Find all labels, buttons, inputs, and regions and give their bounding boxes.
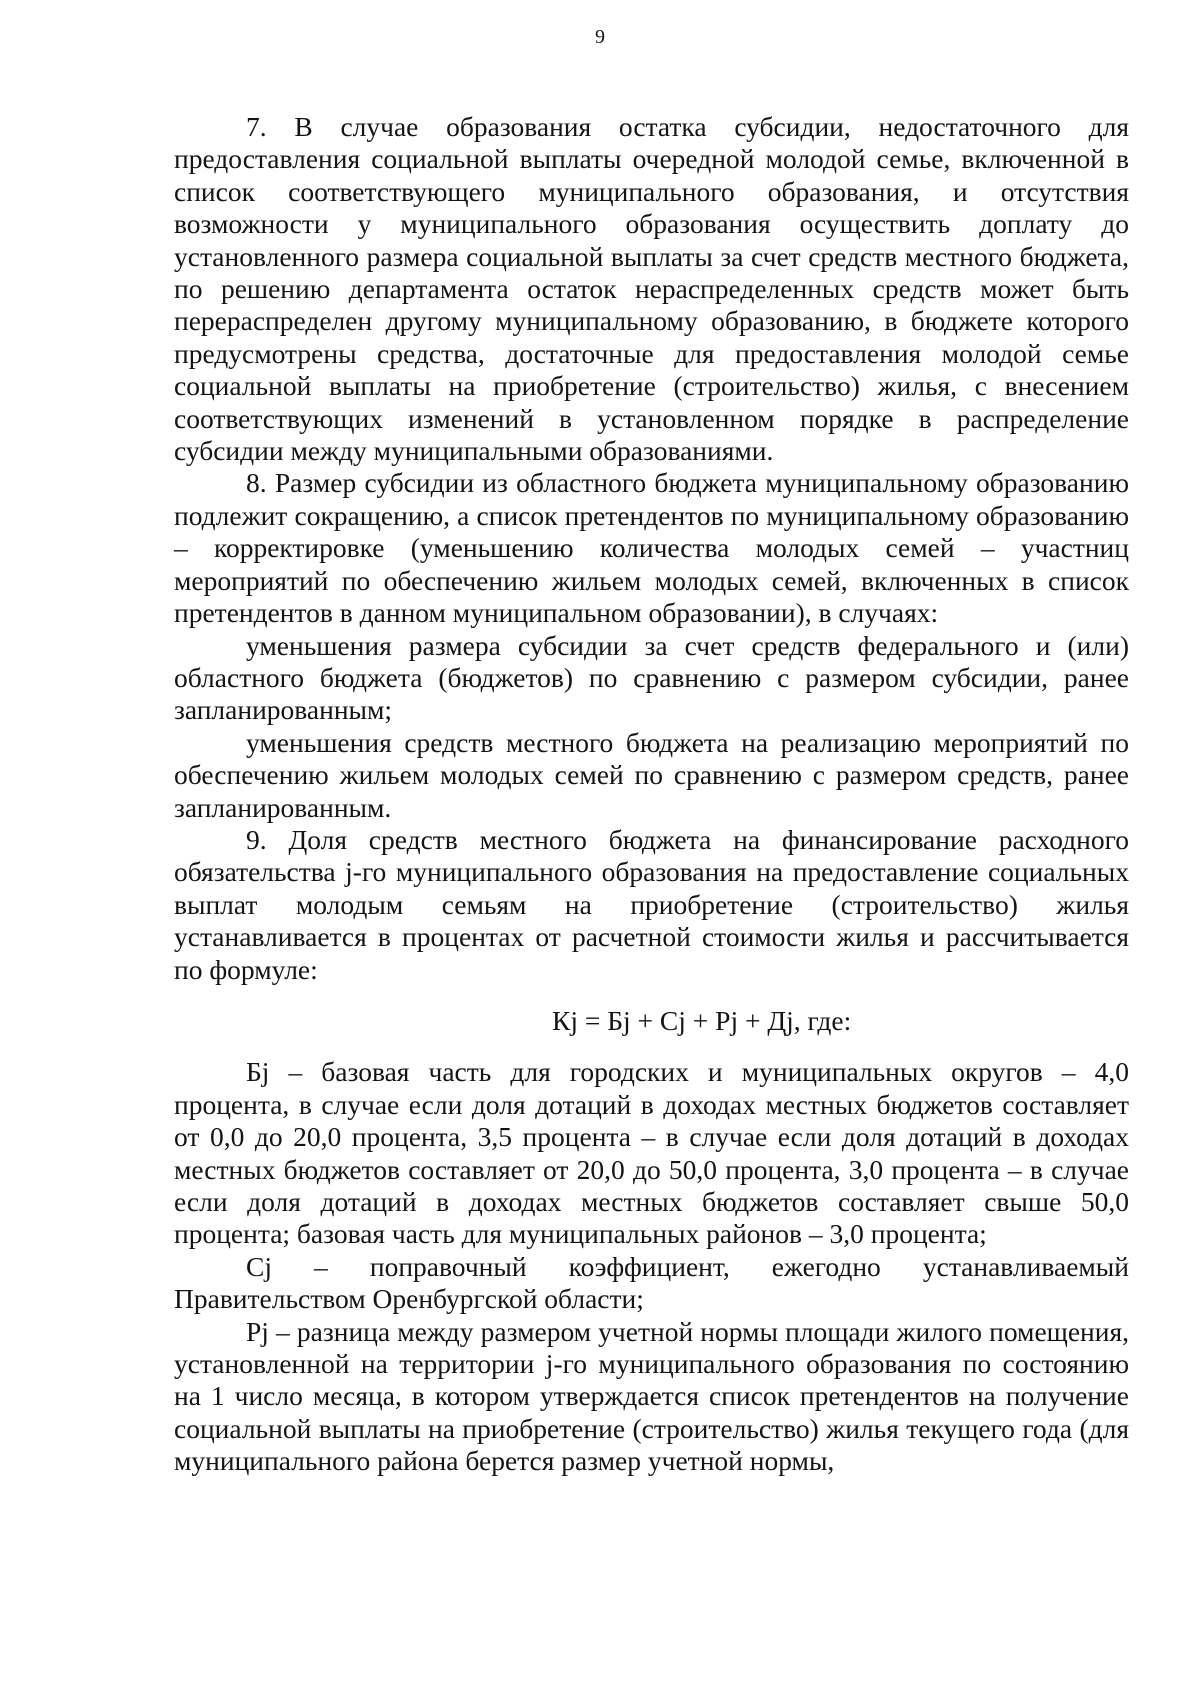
definition-rj: Рj – разница между размером учетной нормы площади жилого помещения, установленной на территории j-го муниципального образования по состоянию на 1 число месяца, в котором утверждается список претендентов на получение социальной выплаты на приобретение (строительство) жилья текущего года (для муниципального района берется размер учетной нормы, — [174, 1315, 1129, 1477]
paragraph-7: 7. В случае образования остатка субсидии, недостаточного для предоставления социальной выплаты очередной молодой семье, включенной в список соответствующего муниципального образования, и отсутствия возможности у муниципального образования осуществить доплату до установленного размера социальной выплаты за счет средств местного бюджета, по решению департамента остаток нераспределенных средств может быть перераспределен другому муниципальному образованию, в бюджете которого предусмотрены средства, достаточные для предоставления молодой семье социальной выплаты на приобретение (строительство) жилья, с внесением соответствующих изменений в установленном порядке в распределение субсидии между муниципальными образованиями. — [174, 111, 1129, 467]
paragraph-8: 8. Размер субсидии из областного бюджета муниципальному образованию подлежит сокращению, а список претендентов по муниципальному образованию – корректировке (уменьшению количества молодых семей – участниц мероприятий по обеспечению жильем молодых семей, включенных в список претендентов в данном муниципальном образовании), в случаях: — [174, 467, 1129, 629]
paragraph-8-case-2: уменьшения средств местного бюджета на реализацию мероприятий по обеспечению жильем молодых семей по сравнению с размером средств, ранее запланированным. — [174, 726, 1129, 823]
page-number: 9 — [595, 26, 605, 48]
definition-bj: Бj – базовая часть для городских и муниципальных округов – 4,0 процента, в случае если доля дотаций в доходах местных бюджетов составляет от 0,0 до 20,0 процента, 3,5 процента – в случае если доля дотаций в доходах местных бюджетов составляет от 20,0 до 50,0 процента, 3,0 процента – в случае если доля дотаций в доходах местных бюджетов составляет свыше 50,0 процента; базовая часть для муниципальных районов – 3,0 процента; — [174, 1056, 1129, 1250]
definition-cj: Сj – поправочный коэффициент, ежегодно устанавливаемый Правительством Оренбургской области; — [174, 1250, 1129, 1315]
formula: Кj = Бj + Сj + Рj + Дj, где: — [552, 1004, 852, 1036]
paragraph-8-case-1: уменьшения размера субсидии за счет средств федерального и (или) областного бюджета (бюджетов) по сравнению с размером субсидии, ранее запланированным; — [174, 629, 1129, 726]
paragraph-9: 9. Доля средств местного бюджета на финансирование расходного обязательства j-го муниципального образования на предоставление социальных выплат молодым семьям на приобретение (строительство) жилья устанавливается в процентах от расчетной стоимости жилья и рассчитывается по формуле: — [174, 823, 1129, 985]
document-body — [174, 111, 1129, 1478]
